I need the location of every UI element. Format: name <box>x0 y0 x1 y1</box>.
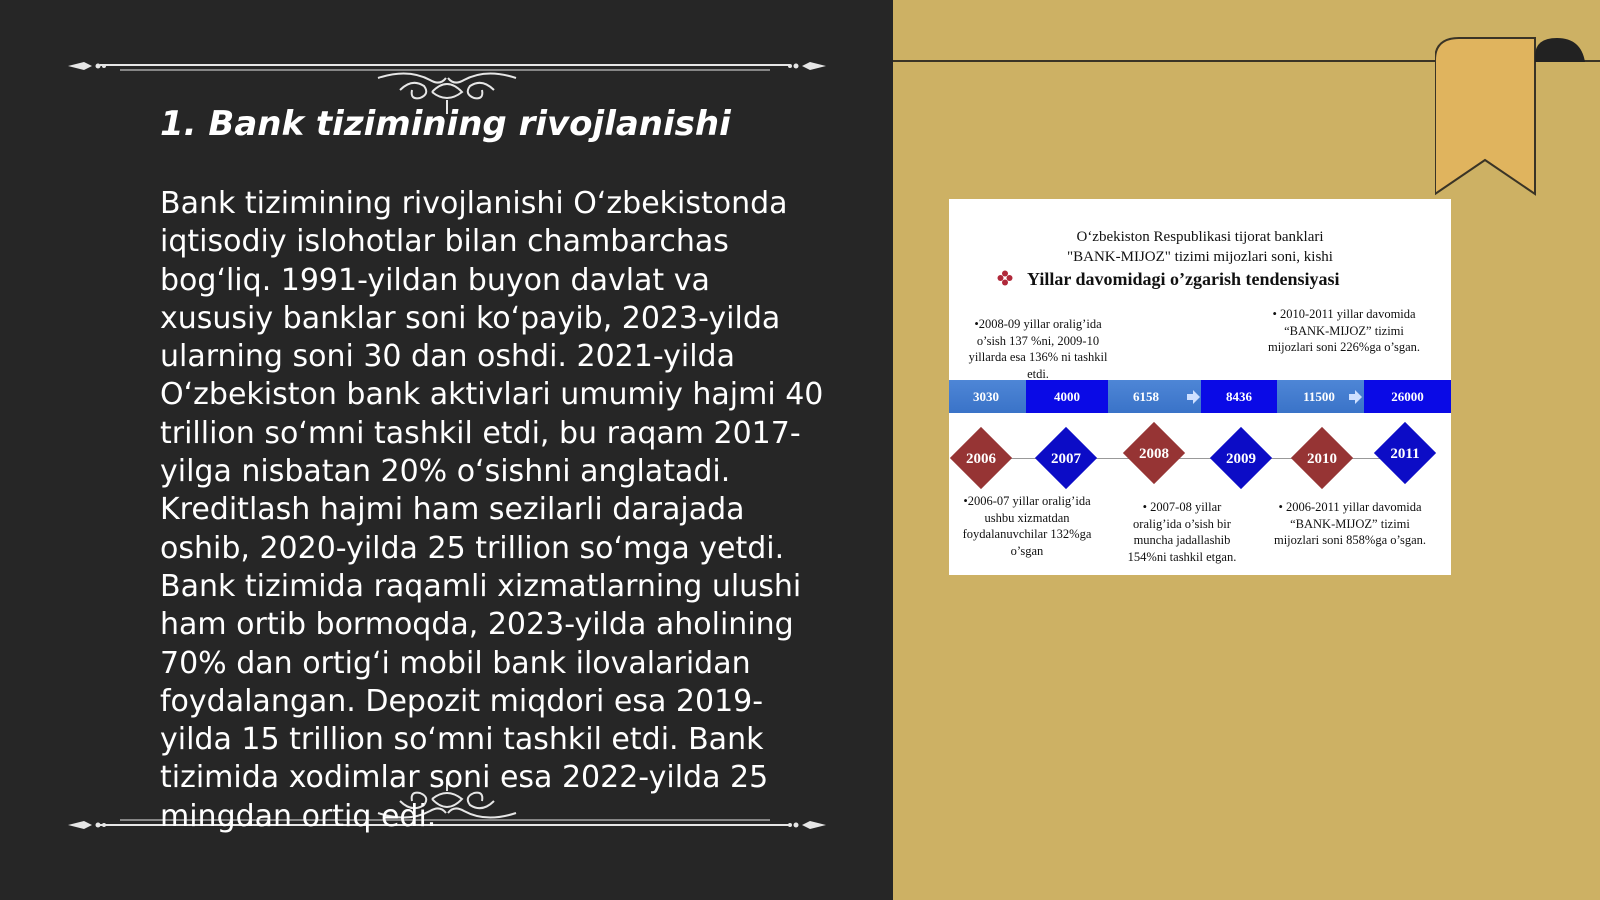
year-label-2006: 2006 <box>966 451 996 467</box>
arrow-right-icon <box>1185 389 1201 405</box>
year-label-2010: 2010 <box>1307 451 1337 467</box>
slide-title: 1. Bank tizimining rivojlanishi <box>160 104 731 144</box>
note-top-left: •2008-09 yillar oralig’ida o’sish 137 %ni, 2009-10 yillarda esa 136% ni tashkil etdi. <box>968 317 1108 381</box>
year-label-2009: 2009 <box>1226 451 1256 467</box>
figure-title-line1: O‘zbekiston Respublikasi tijorat banklari <box>1076 229 1324 245</box>
year-label-2007: 2007 <box>1051 451 1081 467</box>
value-2011: 26000 <box>1364 380 1451 413</box>
note-top-right: • 2010-2011 yillar davomida “BANK-MIJOZ” tizimi mijozlari soni 226%ga o’sgan. <box>1267 307 1421 354</box>
note-bottom-3: • 2006-2011 yillar davomida “BANK-MIJOZ” tizimi mijozlari soni 858%ga o’sgan. <box>1273 500 1427 547</box>
figure-subtitle: Yillar davomidagi o’zgarish tendensiyasi <box>1027 269 1340 289</box>
year-label-2008: 2008 <box>1139 446 1169 462</box>
bookmark-ribbon-icon <box>1435 36 1585 198</box>
note-bottom-2: • 2007-08 yillar oralig’ida o’sish bir muncha jadallashib 154%ni tashkil etgan. <box>1127 500 1237 564</box>
note-bottom-1: •2006-07 yillar oralig’ida ushbu xizmatdan foydalanuvchilar 132%ga o’sgan <box>962 494 1092 558</box>
year-label-2011: 2011 <box>1390 446 1420 462</box>
bullet-icon <box>997 270 1013 286</box>
arrow-right-icon <box>1347 389 1363 405</box>
timeline-figure <box>949 199 1451 575</box>
figure-title-line2: "BANK-MIJOZ" tizimi mijozlari soni, kishi <box>1067 249 1333 265</box>
value-2009: 8436 <box>1201 380 1277 413</box>
slide-body-text: Bank tizimining rivojlanishi O‘zbekistonda iqtisodiy islohotlar bilan chambarchas bog‘liq. 1991-yildan buyon davlat va xususiy banklar soni ko‘payib, 2023-yilda ularning soni 30 dan oshdi. 2021-yilda O‘zbekiston bank aktivlari umumiy hajmi 40 trillion so‘mni tashkil etdi, bu raqam 2017-yilga nisbatan 20% o‘sishni anglatadi. Kreditlash hajmi ham sezilarli darajada oshib, 2020-yilda 25 trillion so‘mga yetdi. Bank tizimida raqamli xizmatlarning ulushi ham ortib bormoqda, 2023-yilda aholining 70% dan ortig‘i mobil bank ilovalaridan foydalangan. Depozit miqdori esa 2019-yilda 15 trillion so‘mni tashkil etdi. Bank tizimida xodimlar soni esa 2022-yilda 25 mingdan ortiq edi. <box>160 186 824 834</box>
value-2007: 4000 <box>1026 380 1108 413</box>
value-2008: 6158 <box>1133 389 1159 404</box>
value-2006: 3030 <box>973 389 999 404</box>
value-2010: 11500 <box>1303 389 1335 404</box>
